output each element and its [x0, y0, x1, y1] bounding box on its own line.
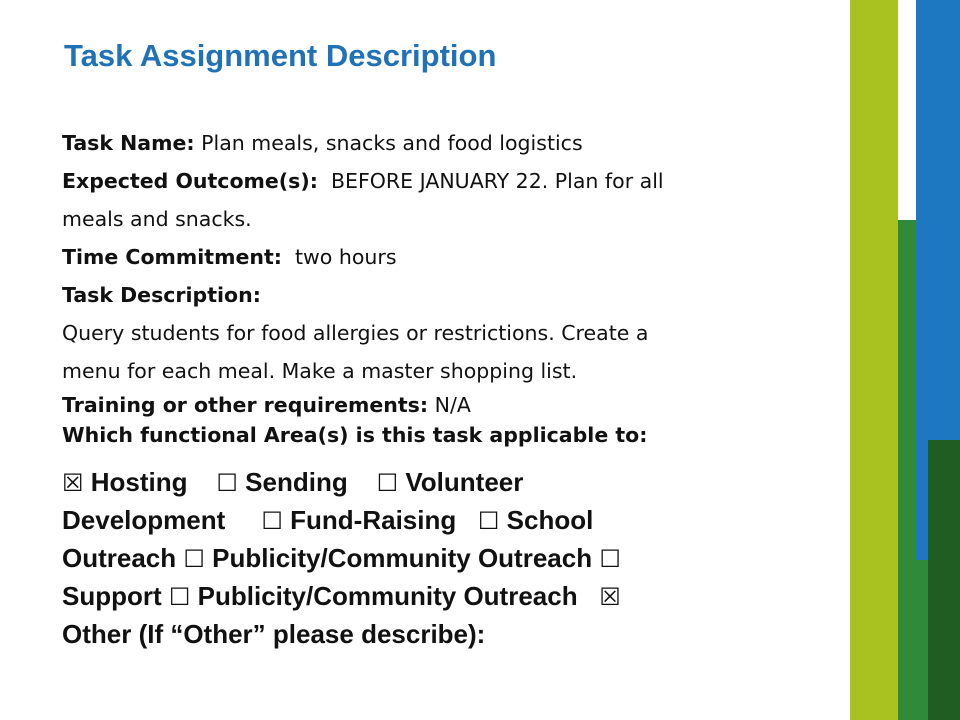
time-commitment-value: two hours — [295, 245, 397, 269]
support-checkbox[interactable]: ☐ — [599, 545, 621, 573]
volunteer-label-part-1: Volunteer — [405, 467, 524, 497]
sending-label: Sending — [245, 467, 348, 497]
lime-stripe — [850, 0, 898, 720]
publicity-outreach-label-1: Publicity/Community Outreach — [212, 543, 593, 573]
areas-line-4 — [62, 578, 842, 616]
areas-line-5 — [62, 616, 842, 653]
school-label-part-1: School — [506, 505, 594, 535]
school-label-part-2: Outreach — [62, 543, 177, 573]
training-label: Training or other requirements: — [62, 393, 429, 417]
publicity-outreach-label-2: Publicity/Community Outreach — [197, 581, 578, 611]
school-outreach-checkbox[interactable]: ☐ — [477, 507, 500, 535]
areas-line-1 — [62, 464, 842, 502]
time-commitment-row — [62, 238, 842, 276]
other-checkbox[interactable]: ☒ — [599, 583, 621, 611]
areas-line-3 — [62, 540, 842, 578]
fund-raising-label: Fund-Raising — [290, 505, 457, 535]
other-label: Other (If “Other” please describe): — [62, 619, 486, 649]
time-commitment-label: Time Commitment: — [62, 245, 282, 269]
expected-outcome-value: BEFORE JANUARY 22. Plan for all — [330, 169, 664, 193]
dark-green-stripe — [928, 440, 960, 720]
publicity-outreach-checkbox-1[interactable]: ☐ — [183, 545, 205, 573]
task-description-line-1: Query students for food allergies or restrictions. Create a — [62, 321, 649, 345]
support-label: Support — [62, 581, 162, 611]
task-name-row — [62, 124, 842, 162]
functional-area-checkboxes — [62, 464, 842, 653]
volunteer-label-part-2: Development — [62, 505, 226, 535]
sending-checkbox[interactable]: ☐ — [216, 469, 238, 497]
expected-outcome-row — [62, 162, 842, 200]
task-name-label: Task Name: — [62, 131, 195, 155]
hosting-label: Hosting — [90, 467, 188, 497]
training-value: N/A — [434, 393, 471, 417]
decorative-stripes — [850, 0, 960, 720]
expected-outcome-continued: meals and snacks. — [62, 207, 252, 231]
areas-line-2 — [62, 502, 842, 540]
functional-area-question: Which functional Area(s) is this task applicable to: — [62, 423, 648, 447]
training-row — [62, 390, 842, 420]
task-description-label: Task Description: — [62, 283, 261, 307]
task-details — [62, 124, 842, 450]
publicity-outreach-checkbox-2[interactable]: ☐ — [168, 583, 191, 611]
task-name-value: Plan meals, snacks and food logistics — [201, 131, 583, 155]
fund-raising-checkbox[interactable]: ☐ — [261, 507, 283, 535]
expected-outcome-label: Expected Outcome(s): — [62, 169, 318, 193]
task-description-line-2: menu for each meal. Make a master shopping list. — [62, 359, 578, 383]
page-title: Task Assignment Description — [64, 38, 497, 73]
volunteer-development-checkbox[interactable]: ☐ — [376, 469, 399, 497]
hosting-checkbox[interactable]: ☒ — [62, 469, 84, 497]
